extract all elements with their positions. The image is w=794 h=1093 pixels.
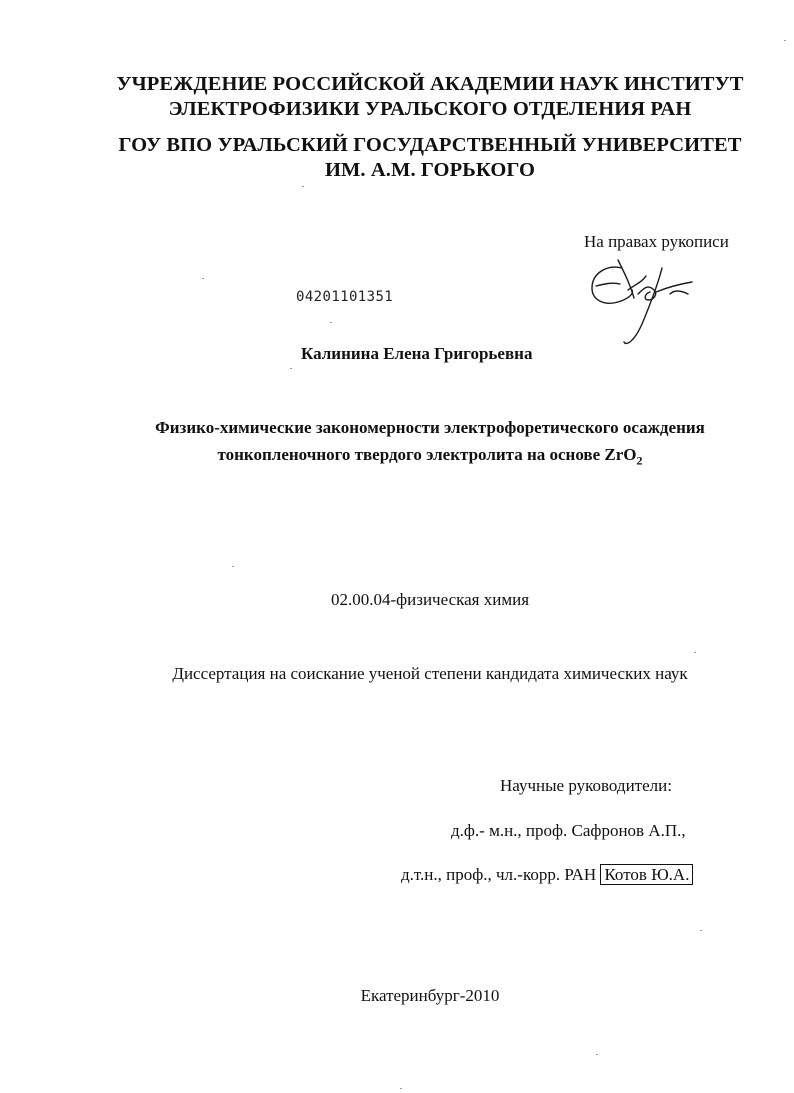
scan-speck	[400, 1088, 402, 1089]
supervisor-1: д.ф.- м.н., проф. Сафронов А.П.,	[451, 821, 686, 840]
scan-speck	[700, 930, 702, 931]
scan-speck	[330, 322, 332, 323]
author-signature	[584, 254, 704, 350]
scan-speck	[232, 566, 234, 567]
specialty: 02.00.04-физическая химия	[330, 590, 530, 609]
scan-speck	[784, 40, 786, 41]
institution-1-line-2: ЭЛЕКТРОФИЗИКИ УРАЛЬСКОГО ОТДЕЛЕНИЯ РАН	[168, 98, 692, 120]
institution-2	[0, 133, 794, 183]
dissertation-title	[0, 414, 794, 474]
institution-2-line-2: ИМ. А.М. ГОРЬКОГО	[324, 159, 536, 181]
scan-speck	[694, 652, 696, 653]
supervisors-heading: Научные руководители:	[500, 776, 672, 795]
title-line-2-text: тонкопленочного твердого электролита на основе ZrO	[217, 445, 637, 464]
supervisor-2-name: Котов Ю.А.	[600, 864, 693, 885]
city-year: Екатеринбург-2010	[360, 986, 500, 1005]
dissertation-type: Диссертация на соискание ученой степени кандидата химических наук	[172, 664, 688, 683]
rights-note: На правах рукописи	[584, 232, 729, 251]
institution-1-line-1: УЧРЕЖДЕНИЕ РОССИЙСКОЙ АКАДЕМИИ НАУК ИНСТИТУТ	[116, 73, 744, 95]
institution-1	[0, 72, 794, 122]
title-subscript: 2	[636, 453, 643, 468]
scan-speck	[290, 368, 292, 369]
title-line-2	[0, 441, 794, 474]
registration-number: 04201101351	[296, 289, 394, 305]
supervisor-2	[401, 865, 693, 885]
scan-speck	[202, 278, 204, 279]
supervisor-2-titles: д.т.н., проф., чл.-корр. РАН	[401, 865, 597, 884]
scan-speck	[302, 186, 304, 187]
institution-2-line-1: ГОУ ВПО УРАЛЬСКИЙ ГОСУДАРСТВЕННЫЙ УНИВЕРСИТЕТ	[118, 134, 742, 156]
title-line-1: Физико-химические закономерности электрофоретического осаждения	[155, 418, 705, 437]
scan-speck	[596, 1054, 598, 1055]
author-name: Калинина Елена Григорьевна	[301, 344, 533, 363]
